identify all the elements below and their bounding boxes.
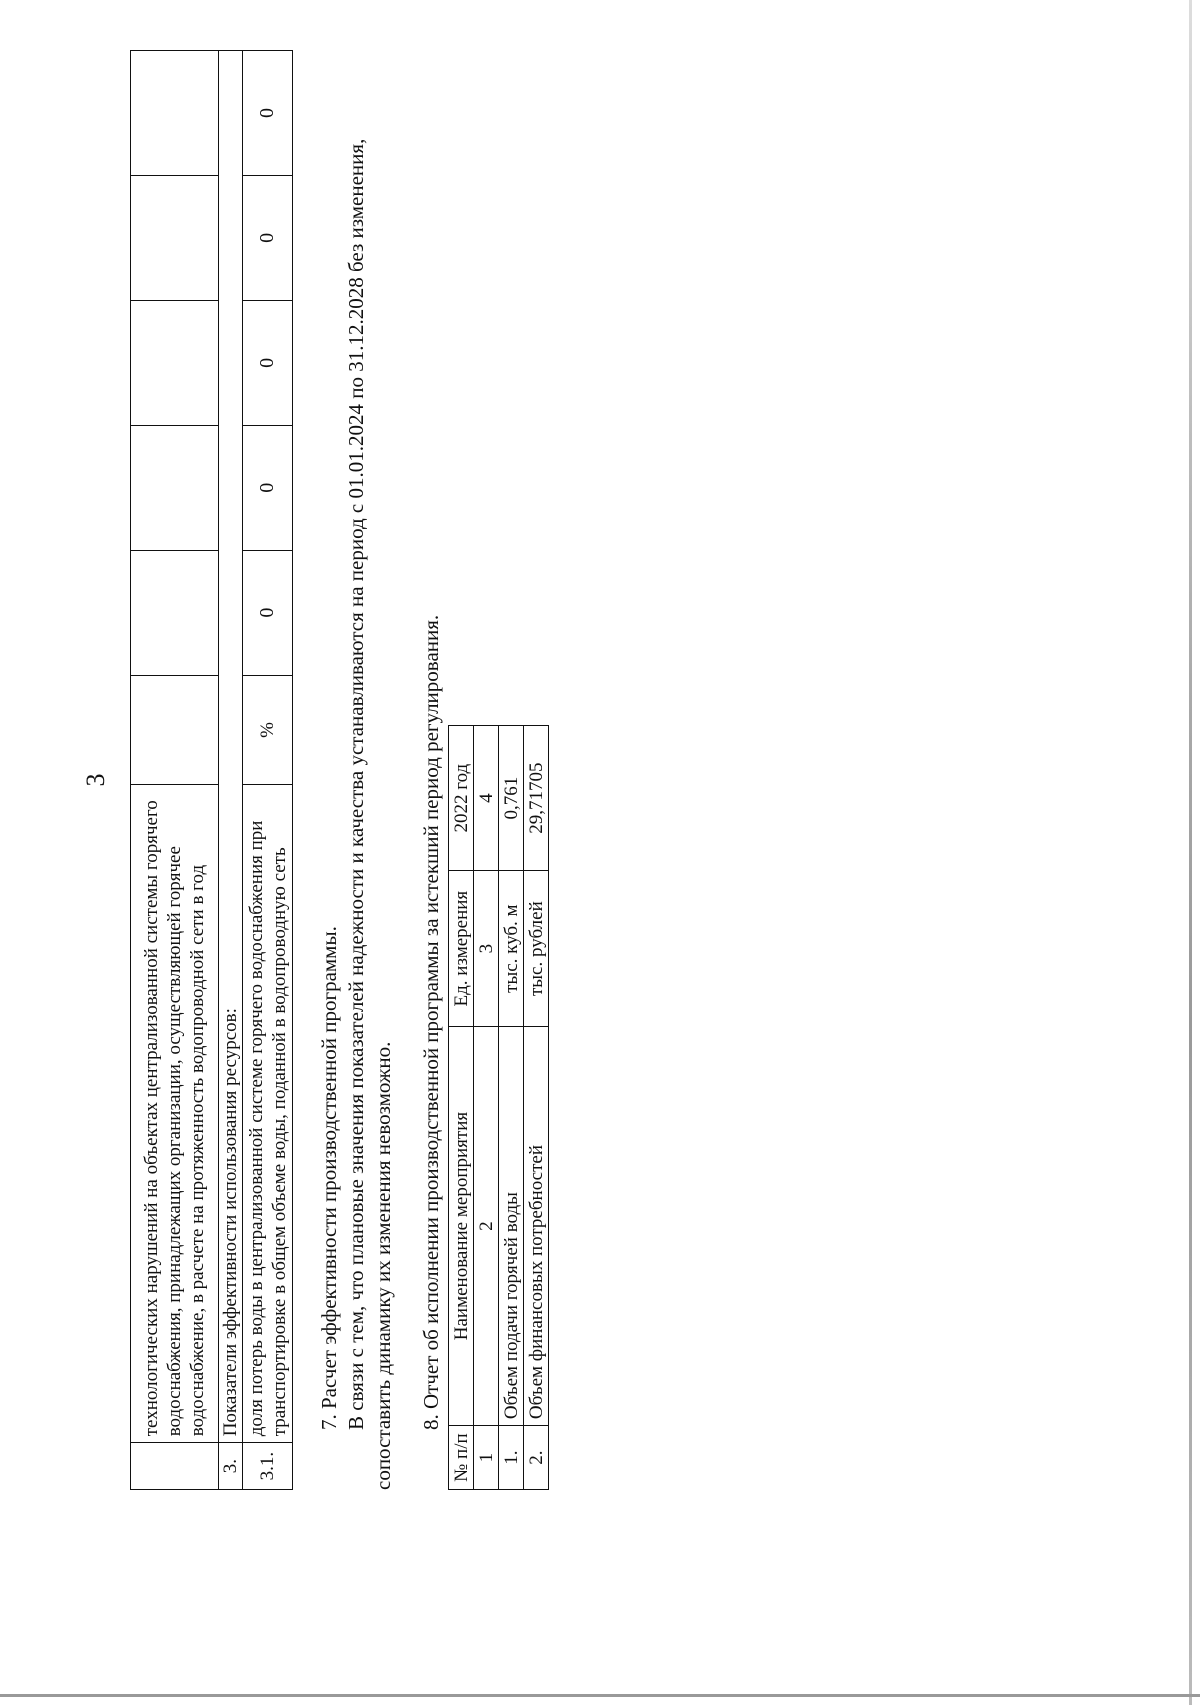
table-row — [131, 51, 219, 1490]
measure-value: 0,761 — [499, 726, 524, 871]
page-number: 3 — [81, 773, 110, 787]
table-header-row — [449, 726, 474, 1490]
program-report-table — [448, 725, 549, 1490]
indicator-value: 0 — [243, 550, 293, 675]
indicators-table — [130, 50, 293, 1490]
indicator-value: 0 — [243, 175, 293, 300]
table-number-row — [474, 726, 499, 1490]
column-number: 4 — [474, 726, 499, 871]
scan-edge-bottom — [0, 1694, 1200, 1697]
section-label: Показатели эффективности использования ресурсов: — [219, 51, 243, 1443]
measure-unit: тыс. куб. м — [499, 871, 524, 1027]
indicator-value: 0 — [243, 425, 293, 550]
measure-name: Объем финансовых потребностей — [524, 1026, 549, 1425]
measure-unit: тыс. рублей — [524, 871, 549, 1027]
indicator-value: 0 — [243, 300, 293, 425]
table-row — [524, 726, 549, 1490]
section-8-heading: 8. Отчет об исполнении производственной программы за истекший период регулирования. — [419, 614, 443, 1430]
measure-name: Объем подачи горячей воды — [499, 1026, 524, 1425]
indicator-unit: % — [243, 675, 293, 785]
column-header: 2022 год — [449, 726, 474, 871]
column-number: 3 — [474, 871, 499, 1027]
continuation-text: технологических нарушений на объектах централизованной системы горячего водоснабжения, принадлежащих организации, осуществляющей горячее водоснабжение, в расчете на протяженность водопроводной сети в год — [131, 785, 219, 1443]
indicator-value: 0 — [243, 51, 293, 176]
rotated-page-content — [130, 50, 690, 1490]
measure-value: 29,71705 — [524, 726, 549, 871]
table-row — [243, 51, 293, 1490]
row-number: 1. — [499, 1426, 524, 1490]
column-number: 1 — [474, 1426, 499, 1490]
column-header: Наименование мероприятия — [449, 1026, 474, 1425]
column-header: Ед. измерения — [449, 871, 474, 1027]
table-row — [499, 726, 524, 1490]
section-7-paragraph: В связи с тем, что плановые значения показателей надежности и качества устанавливаются на период с 01.01.2024 по 31.12.2028 без изменения, сопоставить динамику их изменения невозможно. — [344, 138, 395, 1490]
table-row — [219, 51, 243, 1490]
row-number: 3. — [219, 1443, 243, 1490]
column-number: 2 — [474, 1026, 499, 1425]
section-7-heading: 7. Расчет эффективности производственной программы. — [317, 926, 341, 1430]
row-number: 2. — [524, 1426, 549, 1490]
row-number: 3.1. — [243, 1443, 293, 1490]
scan-edge-right — [1189, 0, 1192, 1705]
column-header: № п/п — [449, 1426, 474, 1490]
indicator-name: доля потерь воды в централизованной системе горячего водоснабжения при транспортировке в общем объеме воды, поданной в водопроводную сеть — [243, 785, 293, 1443]
